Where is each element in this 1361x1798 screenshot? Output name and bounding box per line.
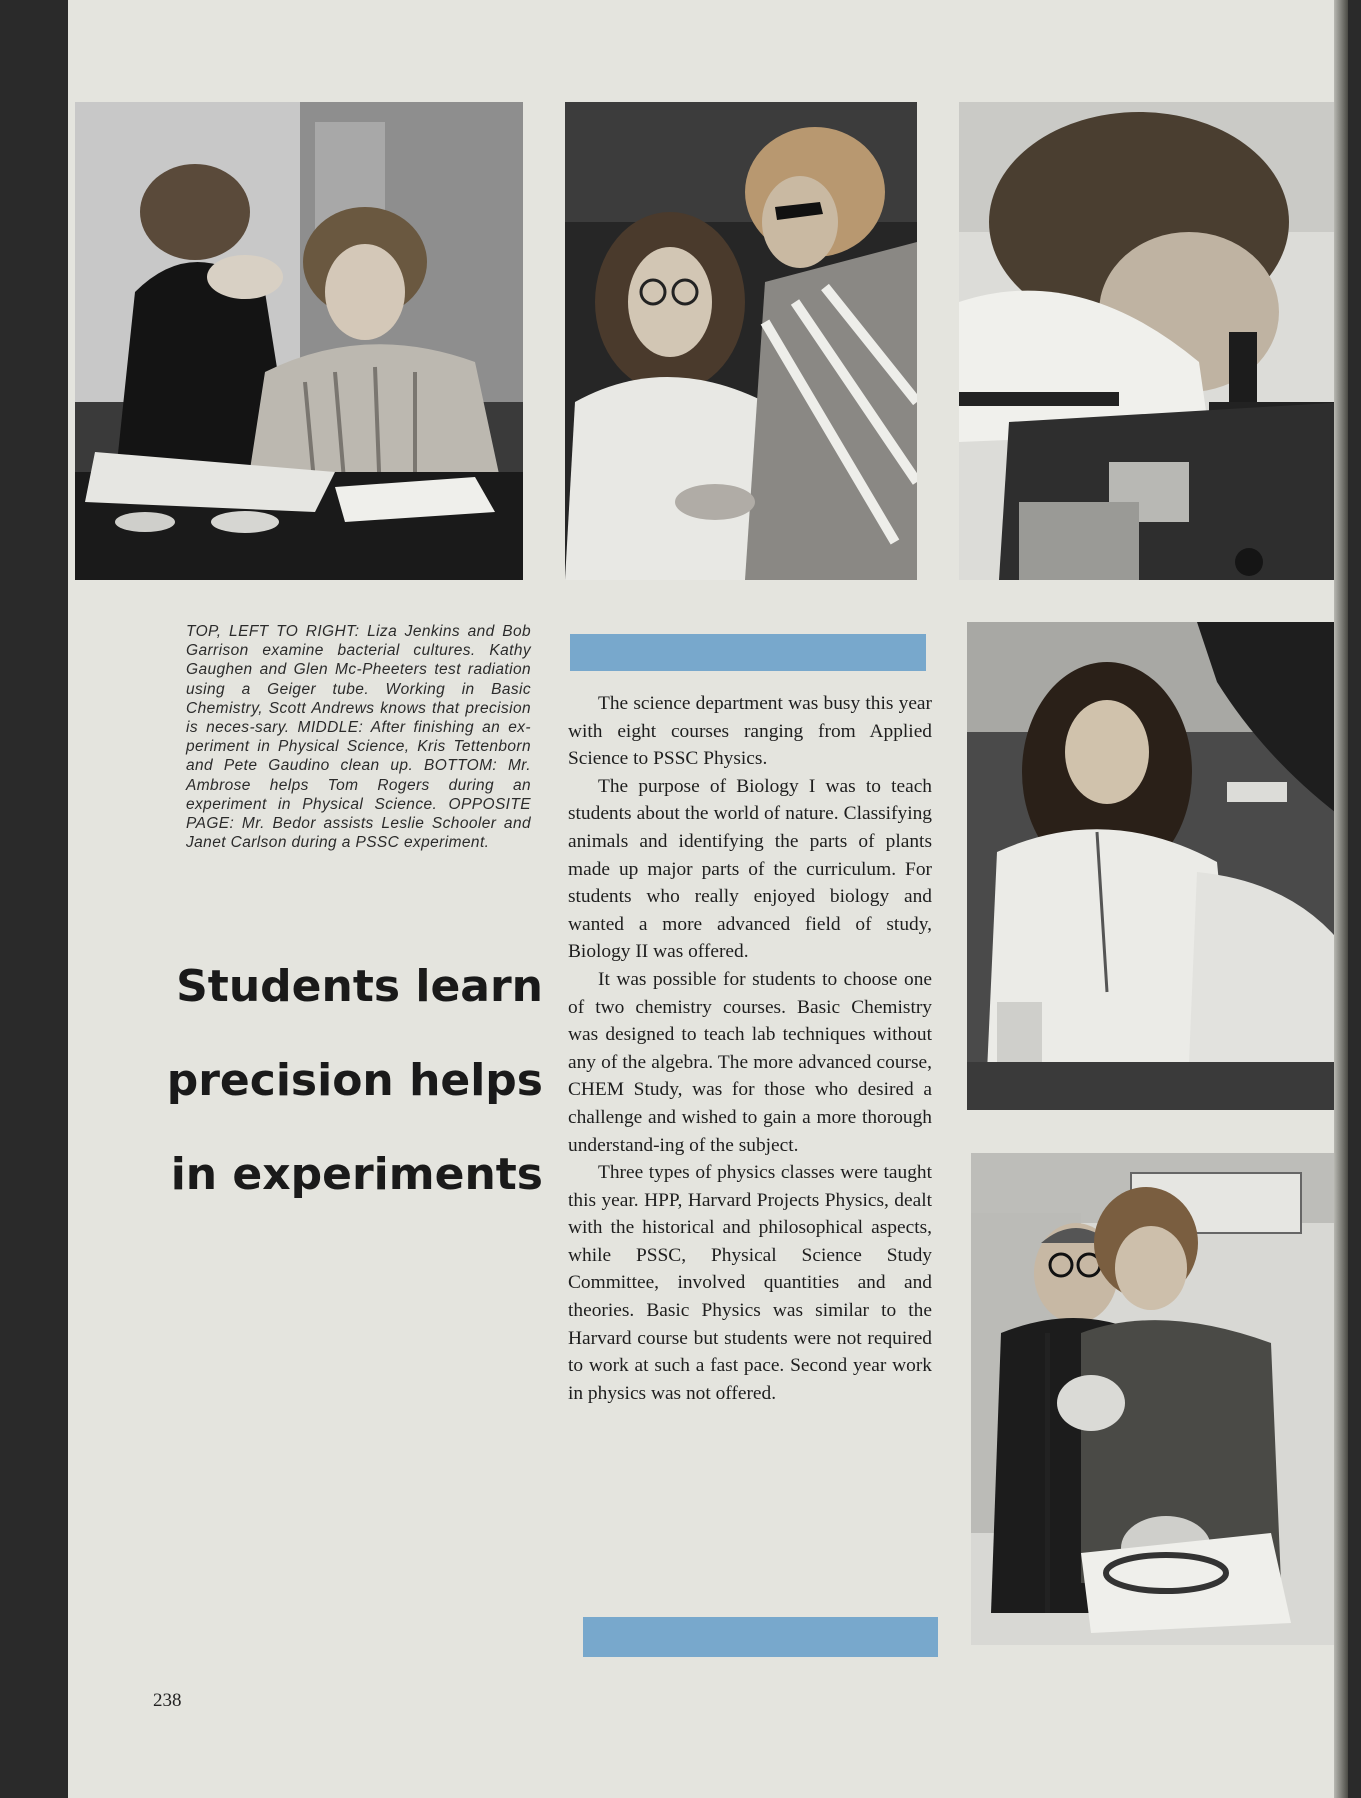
headline-line-1: Students learn [176, 961, 543, 1012]
photo-geiger-tube [565, 102, 917, 580]
body-paragraph-1: The science department was busy this year with eight courses ranging from Applied Science to PSSC Physics. [568, 693, 932, 770]
body-paragraph-2: The purpose of Biology I was to teach students about the world of nature. Classifying animals and identifying the parts of plants made up major parts of the curriculum. For students who really enjoyed biology and wanted a more advanced field of study, Biology II was offered. [568, 775, 932, 963]
headline-line-2: precision helps [166, 1055, 543, 1106]
headline-line-3: in experiments [170, 1149, 543, 1200]
accent-bar-top [570, 634, 926, 671]
photo-physical-science-cleanup [967, 622, 1348, 1110]
photo-bacterial-cultures [75, 102, 523, 580]
accent-bar-bottom [583, 1617, 938, 1657]
photo-mr-ambrose-helps [971, 1153, 1348, 1645]
article-body [568, 690, 932, 1407]
body-paragraph-4: Three types of physics classes were taught this year. HPP, Harvard Projects Physics, dealt with the historical and philosophical aspects, while PSSC, Physical Science Study Committee, involved quantities and and theories. Basic Physics was similar to the Harvard course but students were not required to work at such a fast pace. Second year work in physics was not offered. [568, 1162, 932, 1404]
page-edge-shadow [1334, 0, 1348, 1798]
body-paragraph-3: It was possible for students to choose one of two chemistry courses. Basic Chemistry was designed to teach lab techniques without any of the algebra. The more advanced course, CHEM Study, was for those who desired a challenge and wished to gain a more thorough understand-ing of the subject. [568, 968, 932, 1156]
page-number: 238 [153, 1690, 182, 1711]
yearbook-page [68, 0, 1348, 1798]
page-headline [148, 940, 543, 1222]
photo-caption: TOP, LEFT TO RIGHT: Liza Jenkins and Bob Garrison examine bacterial cultures. Kathy Gaughen and Glen Mc-Pheeters test radiation using a Geiger tube. Working in Basic Chemistry, Scott Andrews knows that precision is neces-sary. MIDDLE: After finishing an ex-periment in Physical Science, Kris Tettenborn and Pete Gaudino clean up. BOTTOM: Mr. Ambrose helps Tom Rogers during an experiment in Physical Science. OPPOSITE PAGE: Mr. Bedor assists Leslie Schooler and Janet Carlson during a PSSC experiment. [186, 623, 531, 852]
photo-basic-chemistry-scale [959, 102, 1348, 580]
